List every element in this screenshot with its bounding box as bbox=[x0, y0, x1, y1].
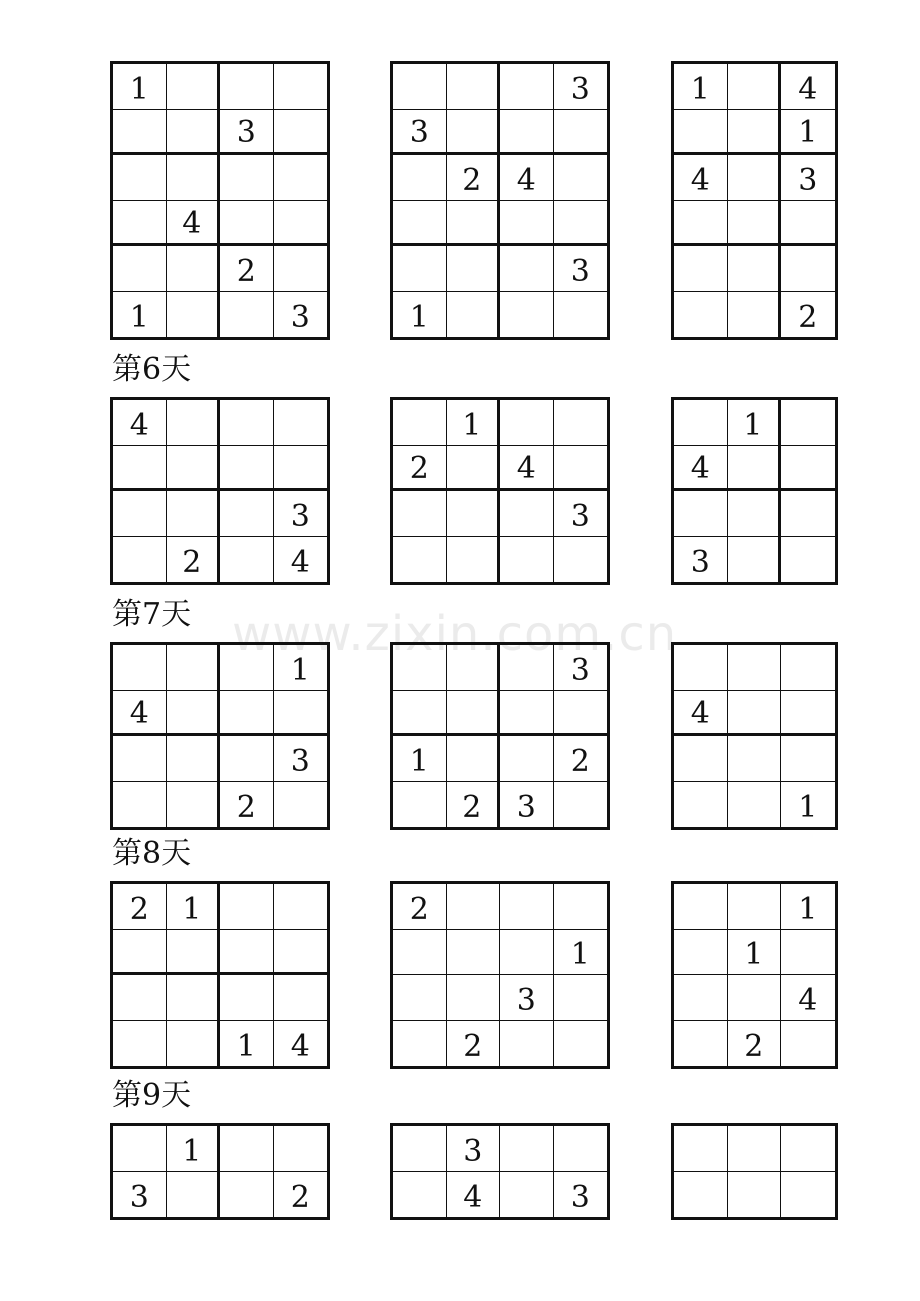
grid-cell[interactable]: 2 bbox=[728, 1021, 782, 1067]
grid-cell[interactable] bbox=[220, 446, 274, 492]
grid-cell[interactable] bbox=[674, 782, 728, 828]
grid-cell[interactable] bbox=[393, 782, 447, 828]
grid-cell[interactable]: 1 bbox=[674, 64, 728, 110]
grid-cell[interactable] bbox=[113, 645, 167, 691]
grid-cell[interactable] bbox=[728, 1172, 782, 1218]
grid-cell[interactable] bbox=[728, 64, 782, 110]
grid-cell[interactable] bbox=[274, 1126, 328, 1172]
grid-cell[interactable] bbox=[393, 155, 447, 201]
grid-cell[interactable]: 1 bbox=[781, 110, 835, 156]
sudoku-grid bbox=[671, 642, 838, 830]
grid-cell[interactable] bbox=[113, 491, 167, 537]
grid-cell[interactable] bbox=[220, 155, 274, 201]
grid-cell[interactable]: 4 bbox=[290, 1029, 310, 1064]
grid-cell[interactable] bbox=[447, 645, 501, 691]
grid-cell[interactable] bbox=[554, 446, 608, 492]
grid-cell[interactable] bbox=[220, 491, 274, 537]
grid-cell[interactable] bbox=[781, 691, 835, 737]
grid-cell[interactable] bbox=[393, 1172, 447, 1218]
grid-cell[interactable]: 4 bbox=[113, 691, 167, 737]
grid-cell[interactable] bbox=[500, 736, 554, 782]
day-label: 第9天 bbox=[112, 1078, 192, 1113]
grid-cell[interactable] bbox=[274, 246, 328, 292]
sudoku-grid bbox=[390, 397, 610, 585]
grid-cell[interactable] bbox=[781, 1126, 835, 1172]
grid-cell[interactable] bbox=[167, 446, 221, 492]
grid-cell[interactable]: 3 bbox=[220, 110, 274, 156]
grid-cell[interactable]: 4 bbox=[290, 545, 310, 580]
grid-cell[interactable] bbox=[447, 201, 501, 247]
grid-cell[interactable] bbox=[554, 884, 608, 930]
grid-cell[interactable] bbox=[554, 975, 608, 1021]
grid-cell[interactable] bbox=[728, 201, 782, 247]
grid-cell[interactable]: 1 bbox=[274, 645, 328, 691]
grid-cell[interactable] bbox=[393, 246, 447, 292]
grid-cell[interactable] bbox=[781, 537, 835, 583]
grid-cell[interactable] bbox=[274, 782, 328, 828]
grid-cell[interactable] bbox=[393, 64, 447, 110]
grid-cell[interactable] bbox=[393, 930, 447, 976]
grid-cell[interactable] bbox=[674, 246, 728, 292]
grid-cell[interactable] bbox=[674, 292, 728, 338]
grid-cell[interactable]: 3 bbox=[393, 110, 447, 156]
day-label: 第7天 bbox=[112, 597, 192, 632]
grid-cell[interactable] bbox=[220, 975, 274, 1021]
grid-cell[interactable] bbox=[500, 491, 554, 537]
grid-cell[interactable]: 4 bbox=[500, 446, 554, 492]
grid-cell[interactable] bbox=[113, 930, 167, 976]
grid-cell[interactable]: 3 bbox=[781, 155, 835, 201]
grid-cell[interactable]: 2 bbox=[447, 155, 501, 201]
grid-cell[interactable] bbox=[274, 691, 328, 737]
grid-cell[interactable] bbox=[220, 645, 274, 691]
grid-cell[interactable] bbox=[167, 1172, 221, 1218]
grid-cell[interactable] bbox=[500, 537, 554, 583]
sudoku-grid bbox=[390, 1123, 610, 1220]
grid-cell[interactable] bbox=[781, 400, 835, 446]
grid-cell[interactable] bbox=[167, 645, 221, 691]
grid-cell[interactable] bbox=[447, 691, 501, 737]
grid-cell[interactable] bbox=[447, 246, 501, 292]
grid-cell[interactable]: 4 bbox=[447, 1172, 501, 1218]
grid-cell[interactable] bbox=[393, 491, 447, 537]
grid-cell[interactable] bbox=[274, 884, 328, 930]
grid-cell[interactable]: 3 bbox=[674, 537, 728, 583]
grid-cell[interactable]: 2 bbox=[113, 884, 167, 930]
sudoku-grid bbox=[110, 1123, 330, 1220]
sudoku-grid bbox=[390, 881, 610, 1069]
grid-cell[interactable] bbox=[447, 930, 501, 976]
grid-cell[interactable] bbox=[674, 110, 728, 156]
grid-cell[interactable] bbox=[674, 930, 728, 976]
grid-cell[interactable] bbox=[500, 400, 554, 446]
grid-cell[interactable]: 2 bbox=[290, 1180, 310, 1215]
grid-cell[interactable] bbox=[167, 64, 221, 110]
grid-cell[interactable] bbox=[500, 292, 554, 338]
grid-cell[interactable] bbox=[113, 537, 167, 583]
grid-cell[interactable] bbox=[167, 930, 221, 976]
grid-cell[interactable] bbox=[728, 975, 782, 1021]
grid-cell[interactable] bbox=[728, 782, 782, 828]
grid-cell[interactable] bbox=[274, 201, 328, 247]
grid-cell[interactable] bbox=[167, 491, 221, 537]
grid-cell[interactable] bbox=[728, 1126, 782, 1172]
grid-cell[interactable] bbox=[113, 1021, 167, 1067]
grid-cell[interactable] bbox=[728, 110, 782, 156]
grid-cell[interactable] bbox=[220, 292, 274, 338]
sudoku-grid bbox=[110, 61, 330, 340]
grid-cell[interactable] bbox=[447, 884, 501, 930]
sudoku-grid bbox=[671, 61, 838, 340]
grid-cell[interactable]: 1 bbox=[113, 292, 167, 338]
grid-cell[interactable] bbox=[781, 930, 835, 976]
grid-cell[interactable]: 3 bbox=[447, 1126, 501, 1172]
grid-cell[interactable] bbox=[220, 930, 274, 976]
grid-cell[interactable] bbox=[220, 1172, 274, 1218]
grid-cell[interactable] bbox=[167, 400, 221, 446]
grid-cell[interactable] bbox=[167, 975, 221, 1021]
grid-cell[interactable] bbox=[500, 884, 554, 930]
grid-cell[interactable]: 1 bbox=[167, 884, 221, 930]
grid-cell[interactable] bbox=[781, 201, 835, 247]
grid-cell[interactable]: 2 bbox=[447, 782, 501, 828]
grid-cell[interactable]: 1 bbox=[220, 1021, 274, 1067]
grid-cell[interactable]: 4 bbox=[674, 446, 728, 492]
grid-cell[interactable] bbox=[113, 110, 167, 156]
grid-cell[interactable] bbox=[554, 537, 608, 583]
grid-cell[interactable] bbox=[674, 1126, 728, 1172]
grid-cell[interactable] bbox=[500, 110, 554, 156]
sudoku-grid bbox=[390, 61, 610, 340]
grid-cell[interactable]: 1 bbox=[447, 400, 501, 446]
grid-cell[interactable] bbox=[674, 1021, 728, 1067]
grid-cell[interactable] bbox=[220, 201, 274, 247]
grid-cell[interactable]: 2 bbox=[447, 1021, 501, 1067]
grid-cell[interactable] bbox=[728, 736, 782, 782]
grid-cell[interactable] bbox=[500, 64, 554, 110]
grid-cell[interactable] bbox=[500, 691, 554, 737]
grid-cell[interactable]: 1 bbox=[781, 884, 835, 930]
grid-cell[interactable]: 3 bbox=[554, 491, 608, 537]
grid-cell[interactable] bbox=[393, 537, 447, 583]
grid-cell[interactable]: 2 bbox=[220, 246, 274, 292]
grid-cell[interactable]: 3 bbox=[274, 491, 328, 537]
sudoku-grid bbox=[671, 881, 838, 1069]
grid-cell[interactable] bbox=[728, 537, 782, 583]
grid-cell[interactable] bbox=[674, 645, 728, 691]
watermark: www.zixin.com.cn bbox=[232, 606, 678, 662]
grid-cell[interactable] bbox=[447, 64, 501, 110]
grid-cell[interactable]: 1 bbox=[113, 64, 167, 110]
grid-cell[interactable] bbox=[554, 782, 608, 828]
grid-cell[interactable] bbox=[447, 975, 501, 1021]
grid-cell[interactable]: 2 bbox=[220, 782, 274, 828]
grid-cell[interactable] bbox=[393, 691, 447, 737]
grid-cell[interactable]: 2 bbox=[798, 300, 818, 335]
grid-cell[interactable] bbox=[554, 1126, 608, 1172]
sudoku-grid bbox=[110, 397, 330, 585]
grid-cell[interactable] bbox=[447, 292, 501, 338]
grid-cell[interactable] bbox=[113, 736, 167, 782]
grid-cell[interactable] bbox=[167, 1021, 221, 1067]
grid-cell[interactable]: 1 bbox=[393, 292, 447, 338]
grid-cell[interactable] bbox=[554, 1021, 608, 1067]
grid-cell[interactable] bbox=[220, 884, 274, 930]
grid-cell[interactable] bbox=[113, 975, 167, 1021]
grid-cell[interactable] bbox=[220, 537, 274, 583]
grid-cell[interactable] bbox=[781, 1172, 835, 1218]
grid-cell[interactable] bbox=[674, 1172, 728, 1218]
grid-cell[interactable]: 3 bbox=[554, 645, 608, 691]
grid-cell[interactable]: 4 bbox=[167, 201, 221, 247]
grid-cell[interactable] bbox=[393, 1021, 447, 1067]
grid-cell[interactable]: 3 bbox=[570, 1180, 590, 1215]
grid-cell[interactable] bbox=[113, 201, 167, 247]
grid-cell[interactable]: 1 bbox=[728, 930, 782, 976]
grid-cell[interactable] bbox=[274, 446, 328, 492]
grid-cell[interactable] bbox=[274, 155, 328, 201]
grid-cell[interactable] bbox=[220, 691, 274, 737]
grid-cell[interactable] bbox=[447, 491, 501, 537]
grid-cell[interactable] bbox=[274, 400, 328, 446]
grid-cell[interactable] bbox=[500, 1172, 554, 1218]
sudoku-grid bbox=[110, 881, 330, 1069]
grid-cell[interactable] bbox=[220, 736, 274, 782]
sudoku-grid bbox=[671, 1123, 838, 1220]
grid-cell[interactable] bbox=[274, 64, 328, 110]
grid-cell[interactable] bbox=[554, 201, 608, 247]
grid-cell[interactable] bbox=[781, 736, 835, 782]
grid-cell[interactable] bbox=[500, 1021, 554, 1067]
grid-cell[interactable]: 3 bbox=[290, 300, 310, 335]
grid-cell[interactable] bbox=[393, 201, 447, 247]
grid-cell[interactable] bbox=[447, 736, 501, 782]
grid-cell[interactable] bbox=[113, 1126, 167, 1172]
grid-cell[interactable] bbox=[167, 736, 221, 782]
grid-cell[interactable]: 4 bbox=[781, 64, 835, 110]
grid-cell[interactable] bbox=[167, 782, 221, 828]
grid-cell[interactable] bbox=[220, 64, 274, 110]
grid-cell[interactable]: 3 bbox=[113, 1172, 167, 1218]
grid-cell[interactable]: 1 bbox=[554, 930, 608, 976]
grid-cell[interactable] bbox=[274, 975, 328, 1021]
grid-cell[interactable] bbox=[674, 884, 728, 930]
grid-cell[interactable]: 1 bbox=[393, 736, 447, 782]
grid-cell[interactable] bbox=[113, 246, 167, 292]
grid-cell[interactable] bbox=[781, 446, 835, 492]
grid-cell[interactable] bbox=[728, 645, 782, 691]
day-label: 第8天 bbox=[112, 836, 192, 871]
grid-cell[interactable] bbox=[113, 782, 167, 828]
grid-cell[interactable] bbox=[393, 1126, 447, 1172]
grid-cell[interactable]: 4 bbox=[674, 691, 728, 737]
grid-cell[interactable]: 3 bbox=[554, 246, 608, 292]
grid-cell[interactable] bbox=[554, 292, 608, 338]
grid-cell[interactable] bbox=[674, 736, 728, 782]
day-label: 第6天 bbox=[112, 352, 192, 387]
sudoku-grid bbox=[110, 642, 330, 830]
grid-cell[interactable] bbox=[274, 110, 328, 156]
grid-cell[interactable] bbox=[393, 975, 447, 1021]
grid-cell[interactable] bbox=[728, 246, 782, 292]
grid-cell[interactable] bbox=[167, 110, 221, 156]
grid-cell[interactable] bbox=[500, 1126, 554, 1172]
grid-cell[interactable]: 2 bbox=[393, 884, 447, 930]
grid-cell[interactable]: 3 bbox=[500, 975, 554, 1021]
grid-cell[interactable] bbox=[393, 645, 447, 691]
grid-cell[interactable] bbox=[728, 884, 782, 930]
grid-cell[interactable] bbox=[393, 400, 447, 446]
grid-cell[interactable] bbox=[554, 691, 608, 737]
grid-cell[interactable] bbox=[167, 155, 221, 201]
grid-cell[interactable] bbox=[554, 155, 608, 201]
grid-cell[interactable] bbox=[500, 246, 554, 292]
grid-cell[interactable]: 4 bbox=[781, 975, 835, 1021]
grid-cell[interactable]: 1 bbox=[728, 400, 782, 446]
grid-cell[interactable]: 1 bbox=[798, 790, 818, 825]
grid-cell[interactable]: 3 bbox=[274, 736, 328, 782]
grid-cell[interactable] bbox=[781, 246, 835, 292]
grid-cell[interactable] bbox=[113, 155, 167, 201]
grid-cell[interactable] bbox=[220, 400, 274, 446]
grid-cell[interactable] bbox=[554, 110, 608, 156]
grid-cell[interactable] bbox=[674, 975, 728, 1021]
grid-cell[interactable] bbox=[447, 446, 501, 492]
grid-cell[interactable] bbox=[728, 446, 782, 492]
grid-cell[interactable]: 2 bbox=[554, 736, 608, 782]
grid-cell[interactable] bbox=[781, 645, 835, 691]
grid-cell[interactable] bbox=[113, 446, 167, 492]
grid-cell[interactable]: 2 bbox=[167, 537, 221, 583]
grid-cell[interactable] bbox=[781, 1021, 835, 1067]
grid-cell[interactable]: 2 bbox=[393, 446, 447, 492]
grid-cell[interactable] bbox=[447, 537, 501, 583]
grid-cell[interactable]: 3 bbox=[554, 64, 608, 110]
grid-cell[interactable] bbox=[167, 292, 221, 338]
grid-cell[interactable] bbox=[167, 246, 221, 292]
grid-cell[interactable] bbox=[167, 691, 221, 737]
sudoku-grid bbox=[390, 642, 610, 830]
grid-cell[interactable] bbox=[728, 155, 782, 201]
grid-cell[interactable] bbox=[220, 1126, 274, 1172]
grid-cell[interactable]: 1 bbox=[167, 1126, 221, 1172]
grid-cell[interactable]: 4 bbox=[500, 155, 554, 201]
grid-cell[interactable] bbox=[728, 292, 782, 338]
grid-cell[interactable] bbox=[728, 491, 782, 537]
grid-cell[interactable] bbox=[674, 491, 728, 537]
sudoku-grid bbox=[671, 397, 838, 585]
grid-cell[interactable]: 4 bbox=[113, 400, 167, 446]
grid-cell[interactable]: 3 bbox=[500, 782, 554, 828]
grid-cell[interactable] bbox=[500, 201, 554, 247]
grid-cell[interactable] bbox=[447, 110, 501, 156]
grid-cell[interactable] bbox=[674, 201, 728, 247]
grid-cell[interactable] bbox=[554, 400, 608, 446]
grid-cell[interactable] bbox=[728, 691, 782, 737]
grid-cell[interactable] bbox=[500, 930, 554, 976]
grid-cell[interactable] bbox=[674, 400, 728, 446]
grid-cell[interactable]: 4 bbox=[674, 155, 728, 201]
grid-cell[interactable] bbox=[274, 930, 328, 976]
grid-cell[interactable] bbox=[500, 645, 554, 691]
grid-cell[interactable] bbox=[781, 491, 835, 537]
